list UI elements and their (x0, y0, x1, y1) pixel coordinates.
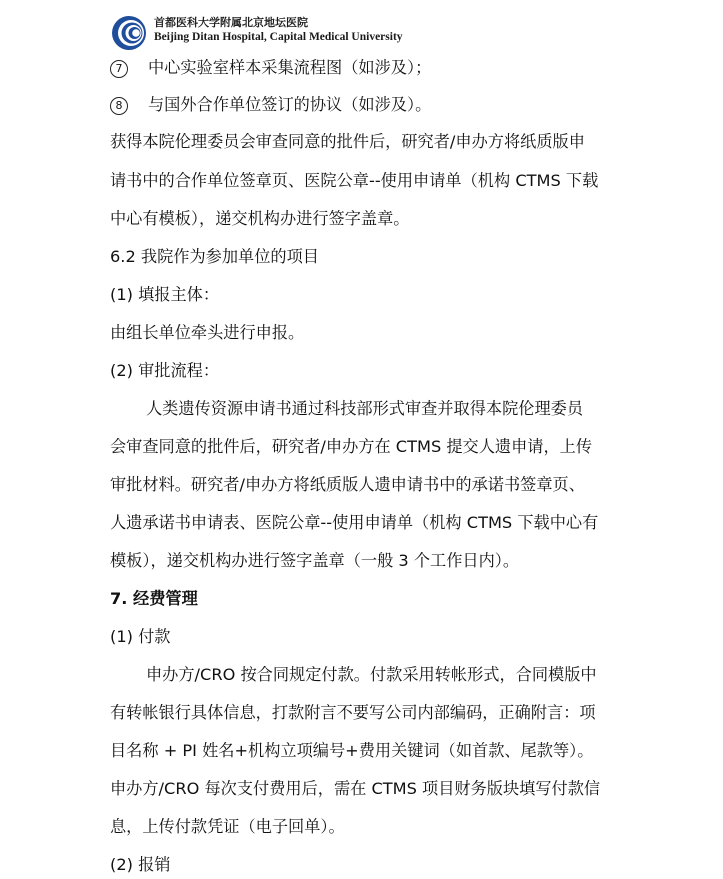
paragraph-line: 模板），递交机构办进行签字盖章（一般 3 个工作日内）。 (110, 551, 520, 570)
paragraph-line: 申办方/CRO 每次支付费用后，需在 CTMS 项目财务版块填写付款信 (110, 779, 601, 798)
section-heading: 6.2 我院作为参加单位的项目 (110, 247, 319, 266)
subsection-heading: (2) 报销 (110, 855, 171, 874)
list-number-8: 8 (110, 97, 128, 115)
paragraph-line: 息，上传付款凭证（电子回单）。 (110, 817, 345, 836)
list-number-7: 7 (110, 60, 128, 78)
list-item (110, 95, 431, 115)
document-header (110, 14, 530, 54)
subsection-heading: (2) 审批流程： (110, 361, 220, 380)
paragraph-line: 获得本院伦理委员会审查同意的批件后，研究者/申办方将纸质版申 (110, 132, 585, 151)
subsection-heading: (1) 付款 (110, 627, 171, 646)
list-item-text: 与国外合作单位签订的协议（如涉及）。 (148, 95, 432, 114)
paragraph-line: 人遗承诺书申请表、医院公章--使用申请单（机构 CTMS 下载中心有 (110, 513, 599, 532)
paragraph-line: 由组长单位牵头进行申报。 (110, 323, 305, 342)
hospital-logo-icon (110, 14, 148, 52)
paragraph-line: 中心有模板），递交机构办进行签字盖章。 (110, 209, 410, 228)
subsection-heading: (1) 填报主体： (110, 285, 220, 304)
header-title-cn: 首都医科大学附属北京地坛医院 (154, 16, 308, 29)
header-text (154, 16, 403, 44)
paragraph-line: 会审查同意的批件后，研究者/申办方在 CTMS 提交人遗申请，上传 (110, 437, 593, 456)
paragraph-line: 审批材料。研究者/申办方将纸质版人遗申请书中的承诺书签章页、 (110, 475, 585, 494)
paragraph-line: 目名称 + PI 姓名+机构立项编号+费用关键词（如首款、尾款等）。 (110, 741, 594, 760)
list-item-text: 中心实验室样本采集流程图（如涉及）； (148, 58, 432, 77)
header-title-en: Beijing Ditan Hospital, Capital Medical University (154, 31, 403, 43)
section-heading: 7. 经费管理 (110, 589, 198, 608)
paragraph-line: 申办方/CRO 按合同规定付款。付款采用转帐形式，合同模版中 (146, 665, 597, 684)
paragraph-line: 人类遗传资源申请书通过科技部形式审查并取得本院伦理委员 (146, 399, 584, 418)
paragraph-line: 有转帐银行具体信息，打款附言不要写公司内部编码，正确附言：项 (110, 703, 596, 722)
list-item (110, 58, 431, 78)
paragraph-line: 请书中的合作单位签章页、医院公章--使用申请单（机构 CTMS 下载 (110, 171, 599, 190)
